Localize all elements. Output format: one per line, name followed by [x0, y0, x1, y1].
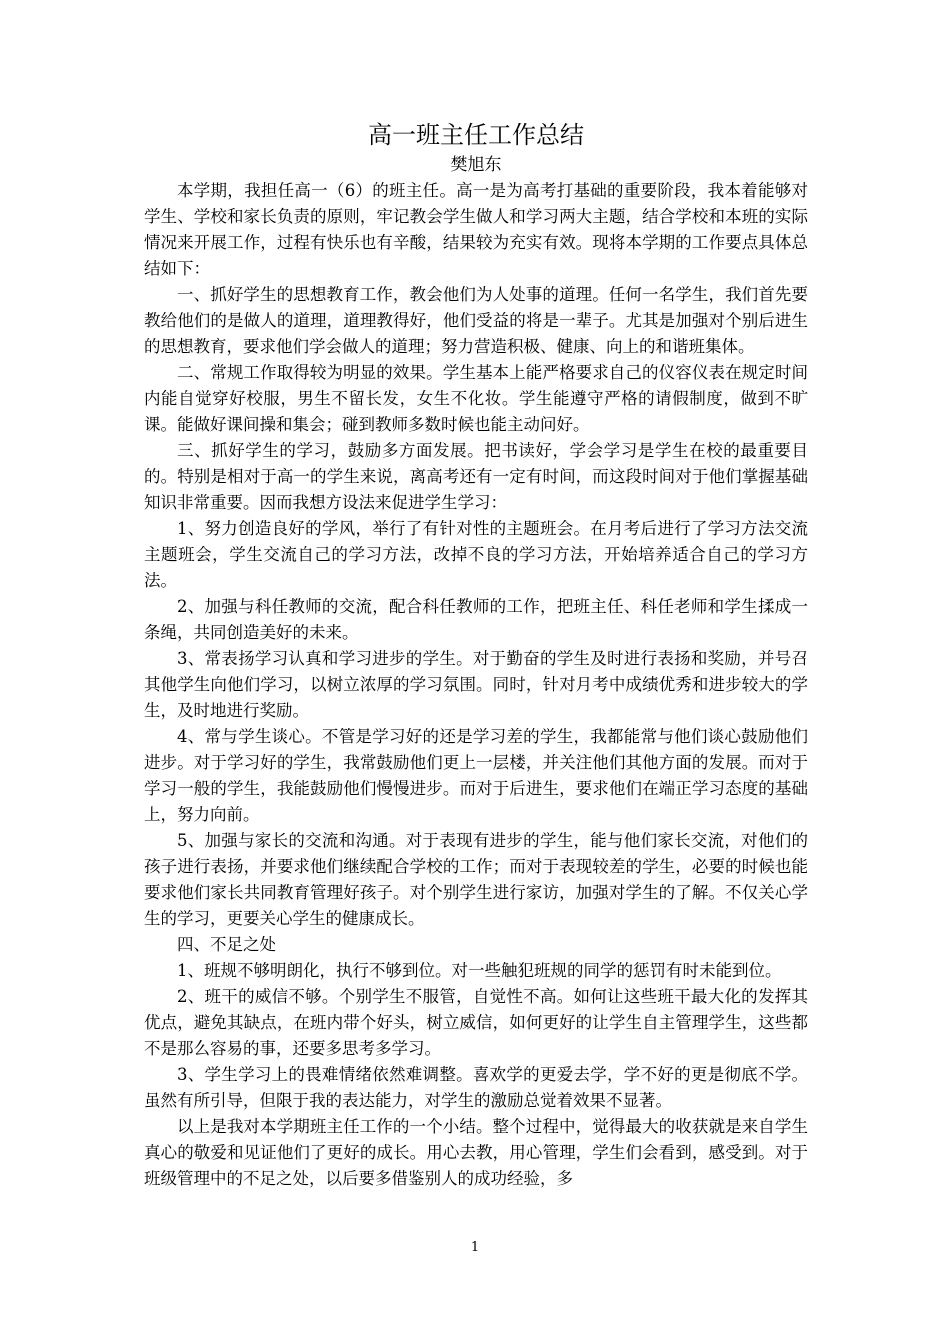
- section-heading: 四、不足之处: [177, 935, 276, 954]
- paragraph: 2、加强与科任教师的交流，配合科任教师的工作，把班主任、科任老师和学生揉成一条绳，共同创造美好的未来。: [144, 597, 808, 642]
- paragraph: 2、班干的威信不够。个别学生不服管，自觉性不高。如何让这些班干最大化的发挥其优点，避免其缺点，在班内带个好头，树立威信，如何更好的让学生自主管理学生，这些都不是那么容易的事，还要多思考多学习。: [144, 987, 808, 1058]
- paragraph: 二、常规工作取得较为明显的效果。学生基本上能严格要求自己的仪容仪表在规定时间内能自觉穿好校服，男生不留长发，女生不化妆。学生能遵守严格的请假制度，做到不旷课。能做好课间操和集会；碰到教师多数时候也能主动问好。: [144, 363, 808, 434]
- document-page: [144, 118, 808, 1192]
- paragraph: 以上是我对本学期班主任工作的一个小结。整个过程中，觉得最大的收获就是来自学生真心的敬爱和见证他们了更好的成长。用心去教，用心管理，学生们会看到，感受到。对于班级管理中的不足之处，以后要多借鉴别人的成功经验，多: [144, 1117, 808, 1188]
- document-title: 高一班主任工作总结: [368, 121, 584, 149]
- paragraph: 4、常与学生谈心。不管是学习好的还是学习差的学生，我都能常与他们谈心鼓励他们进步。对于学习好的学生，我常鼓励他们更上一层楼，并关注他们其他方面的发展。而对于学习一般的学生，我能鼓励他们慢慢进步。而对于后进生，要求他们在端正学习态度的基础上，努力向前。: [144, 727, 808, 824]
- paragraph: 5、加强与家长的交流和沟通。对于表现有进步的学生，能与他们家长交流，对他们的孩子进行表扬，并要求他们继续配合学校的工作；而对于表现较差的学生，必要的时候也能要求他们家长共同教育管理好孩子。对个别学生进行家访，加强对学生的了解。不仅关心学生的学习，更要关心学生的健康成长。: [144, 831, 808, 928]
- paragraph: 本学期，我担任高一（6）的班主任。高一是为高考打基础的重要阶段，我本着能够对学生、学校和家长负责的原则，牢记教会学生做人和学习两大主题，结合学校和本班的实际情况来开展工作，过程有快乐也有辛酸，结果较为充实有效。现将本学期的工作要点具体总结如下：: [144, 181, 808, 278]
- document-author: 樊旭东: [450, 155, 502, 175]
- paragraph: 三、抓好学生的学习，鼓励多方面发展。把书读好，学会学习是学生在校的最重要目的。特别是相对于高一的学生来说，离高考还有一定有时间，而这段时间对于他们掌握基础知识非常重要。因而我想方设法来促进学生学习：: [144, 441, 808, 512]
- document-body: [144, 178, 808, 1192]
- paragraph: 1、班规不够明朗化，执行不够到位。对一些触犯班规的同学的惩罚有时未能到位。: [177, 961, 782, 980]
- page-number: 1: [470, 1240, 480, 1255]
- paragraph: 1、努力创造良好的学风，举行了有针对性的主题班会。在月考后进行了学习方法交流主题班会，学生交流自己的学习方法，改掉不良的学习方法，开始培养适合自己的学习方法。: [144, 519, 808, 590]
- paragraph: 3、常表扬学习认真和学习进步的学生。对于勤奋的学生及时进行表扬和奖励，并号召其他学生向他们学习，以树立浓厚的学习氛围。同时，针对月考中成绩优秀和进步较大的学生，及时地进行奖励。: [144, 649, 808, 720]
- paragraph: 一、抓好学生的思想教育工作，教会他们为人处事的道理。任何一名学生，我们首先要教给他们的是做人的道理，道理教得好，他们受益的将是一辈子。尤其是加强对个别后进生的思想教育，要求他们学会做人的道理；努力营造积极、健康、向上的和谐班集体。: [144, 285, 808, 356]
- paragraph: 3、学生学习上的畏难情绪依然难调整。喜欢学的更爱去学，学不好的更是彻底不学。虽然有所引导，但限于我的表达能力，对学生的激励总觉着效果不显著。: [144, 1065, 808, 1110]
